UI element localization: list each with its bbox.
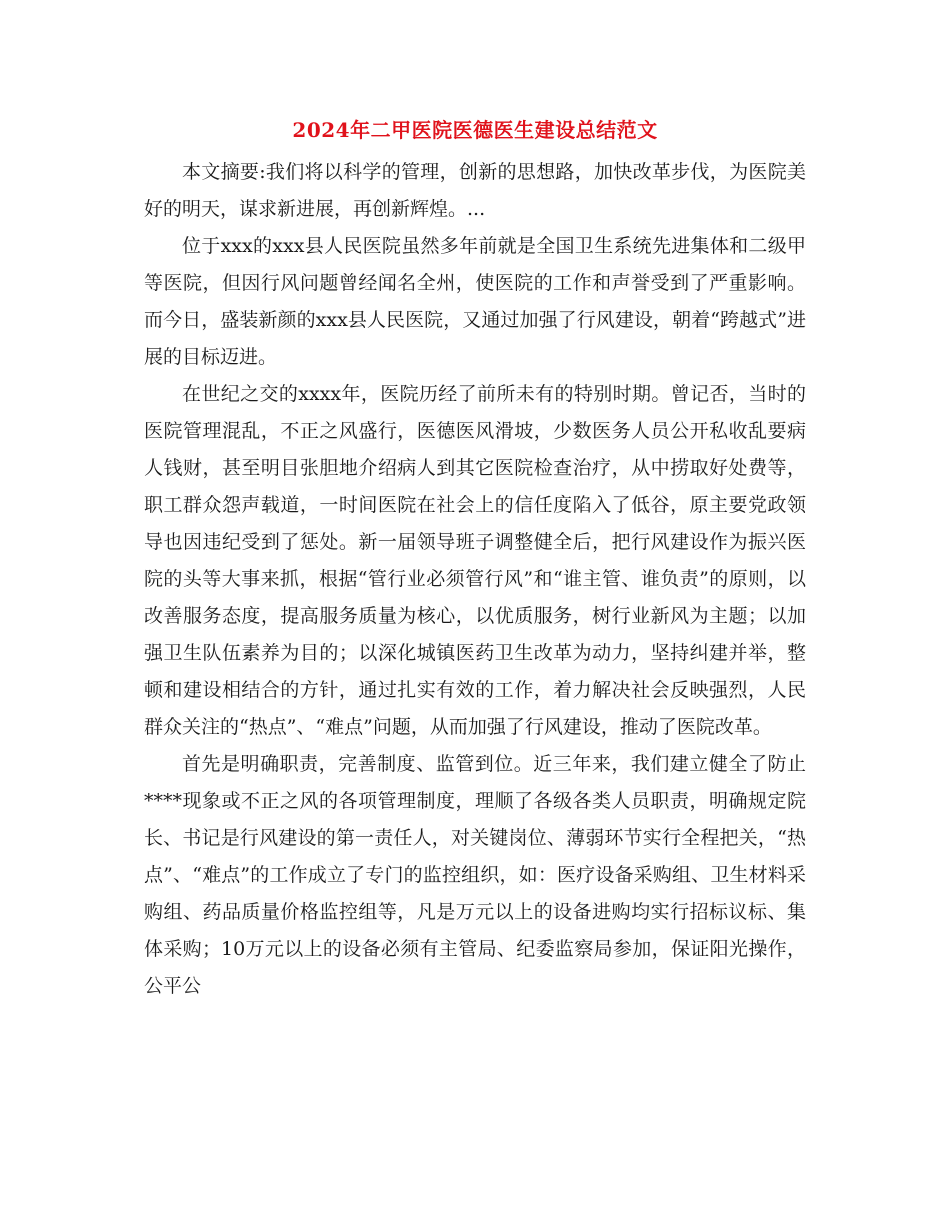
paragraph-intro: 位于xxx的xxx县人民医院虽然多年前就是全国卫生系统先进集体和二级甲等医院，但因行风问题曾经闻名全州，使医院的工作和声誉受到了严重影响。而今日，盛装新颜的xxx县人民医院，又通过加强了行风建设，朝着“跨越式”进展的目标迈进。 [144,235,806,368]
paragraph-history: 在世纪之交的xxxx年，医院历经了前所未有的特别时期。曾记否，当时的医院管理混乱，不正之风盛行，医德医风滑坡，少数医务人员公开私收乱要病人钱财，甚至明目张胆地介绍病人到其它医院检查治疗，从中捞取好处费等，职工群众怨声载道，一时间医院在社会上的信任度陷入了低谷，原主要党政领导也因违纪受到了惩处。新一届领导班子调整健全后，把行风建设作为振兴医院的头等大事来抓，根据“管行业必须管行风”和“谁主管、谁负责”的原则，以改善服务态度，提高服务质量为核心，以优质服务，树行业新风为主题；以加强卫生队伍素养为目的；以深化城镇医药卫生改革为动力，坚持纠建并举，整顿和建设相结合的方针，通过扎实有效的工作，着力解决社会反映强烈，人民群众关注的“热点”、“难点”问题，从而加强了行风建设，推动了医院改革。 [144,383,806,738]
document-body [144,154,806,1005]
paragraph-abstract: 本文摘要:我们将以科学的管理，创新的思想路，加快改革步伐，为医院美好的明天，谋求新进展，再创新辉煌。... [144,161,806,220]
paragraph-responsibilities: 首先是明确职责，完善制度、监管到位。近三年来，我们建立健全了防止****现象或不正之风的各项管理制度，理顺了各级各类人员职责，明确规定院长、书记是行风建设的第一责任人，对关键岗位、薄弱环节实行全程把关，“热点”、“难点”的工作成立了专门的监控组织，如：医疗设备采购组、卫生材料采购组、药品质量价格监控组等，凡是万元以上的设备进购均实行招标议标、集体采购；10万元以上的设备必须有主管局、纪委监察局参加，保证阳光操作，公平公 [144,753,806,997]
document-title: 2024年二甲医院医德医生建设总结范文 [292,118,658,142]
